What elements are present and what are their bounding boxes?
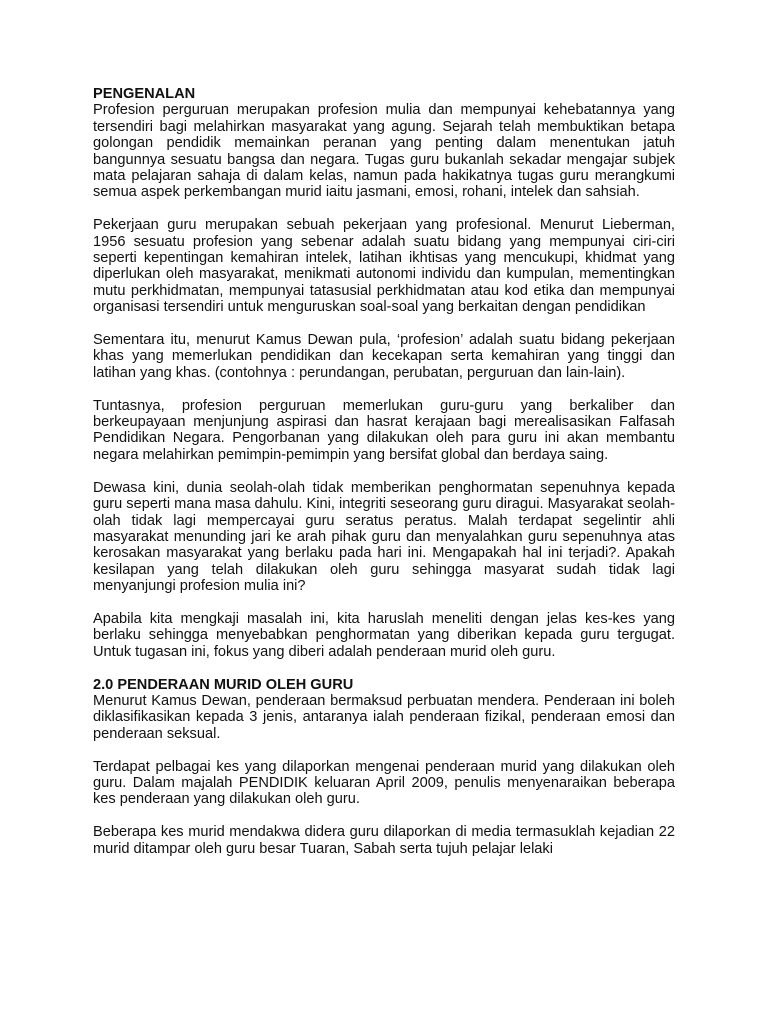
- section-heading-pengenalan: PENGENALAN: [93, 86, 196, 102]
- paragraph: Beberapa kes murid mendakwa didera guru dilaporkan di media termasuklah kejadian 22 murid ditampar oleh guru besar Tuaran, Sabah serta tujuh pelajar lelaki: [93, 824, 675, 857]
- paragraph: Apabila kita mengkaji masalah ini, kita haruslah meneliti dengan jelas kes-kes yang berlaku sehingga menyebabkan penghormatan yang diberikan kepada guru tergugat. Untuk tugasan ini, fokus yang diberi adalah penderaan murid oleh guru.: [93, 610, 675, 660]
- paragraph: Sementara itu, menurut Kamus Dewan pula, ‘profesion’ adalah suatu bidang pekerjaan khas yang memerlukan pendidikan dan kecekapan serta kemahiran yang tinggi dan latihan yang khas. (contohnya : perundangan, perubatan, perguruan dan lain-lain).: [93, 332, 675, 381]
- paragraph: Dewasa kini, dunia seolah-olah tidak memberikan penghormatan sepenuhnya kepada guru seperti mana masa dahulu. Kini, integriti seseorang guru diragui. Masyarakat seolah-olah tidak lagi mempercayai guru seratus peratus. Malah terdapat segelintir ahli masyarakat menunding jari ke arah pihak guru dan menyalahkan guru sepenuhnya atas kerosakan masyarakat yang berlaku pada hari ini. Mengapakah hal ini terjadi?. Apakah kesilapan yang telah dilakukan oleh guru sehingga masyarat sudah tidak lagi menyanjungi profesion mulia ini?: [93, 479, 675, 595]
- document-page: [93, 86, 675, 857]
- paragraph: Pekerjaan guru merupakan sebuah pekerjaan yang profesional. Menurut Lieberman, 1956 sesuatu profesion yang sebenar adalah suatu bidang yang mempunyai ciri-ciri seperti kepentingan kemahiran intelek, latihan ikhtisas yang mencukupi, khidmat yang diperlukan oleh masyarakat, menikmati autonomi individu dan kumpulan, mementingkan mutu perkhidmatan, mempunyai tatasusial perkhidmatan atau kod etika dan mempunyai organisasi tersendiri untuk menguruskan soal-soal yang berkaitan dengan pendidikan: [93, 217, 675, 316]
- paragraph: Profesion perguruan merupakan profesion mulia dan mempunyai kehebatannya yang tersendiri bagi melahirkan masyarakat yang agung. Sejarah telah membuktikan betapa golongan pendidik memainkan peranan yang penting dalam menentukan jatuh bangunnya sesuatu bangsa dan negara. Tugas guru bukanlah sekadar mengajar subjek mata pelajaran sahaja di dalam kelas, namun pada hakikatnya tugas guru merangkumi semua aspek perkembangan murid iaitu jasmani, emosi, rohani, intelek dan sahsiah.: [93, 102, 675, 201]
- paragraph: Menurut Kamus Dewan, penderaan bermaksud perbuatan mendera. Penderaan ini boleh diklasifikasikan kepada 3 jenis, antaranya ialah penderaan fizikal, penderaan emosi dan penderaan seksual.: [93, 692, 675, 742]
- section-heading-penderaan: 2.0 PENDERAAN MURID OLEH GURU: [93, 676, 354, 693]
- paragraph: Tuntasnya, profesion perguruan memerlukan guru-guru yang berkaliber dan berkeupayaan menjunjung aspirasi dan hasrat kerajaan bagi merealisasikan Falfasah Pendidikan Negara. Pengorbanan yang dilakukan oleh para guru ini akan membantu negara melahirkan pemimpin-pemimpin yang bersifat global dan berdaya saing.: [93, 397, 675, 463]
- paragraph: Terdapat pelbagai kes yang dilaporkan mengenai penderaan murid yang dilakukan oleh guru. Dalam majalah PENDIDIK keluaran April 2009, penulis menyenaraikan beberapa kes penderaan yang dilakukan oleh guru.: [93, 758, 675, 808]
